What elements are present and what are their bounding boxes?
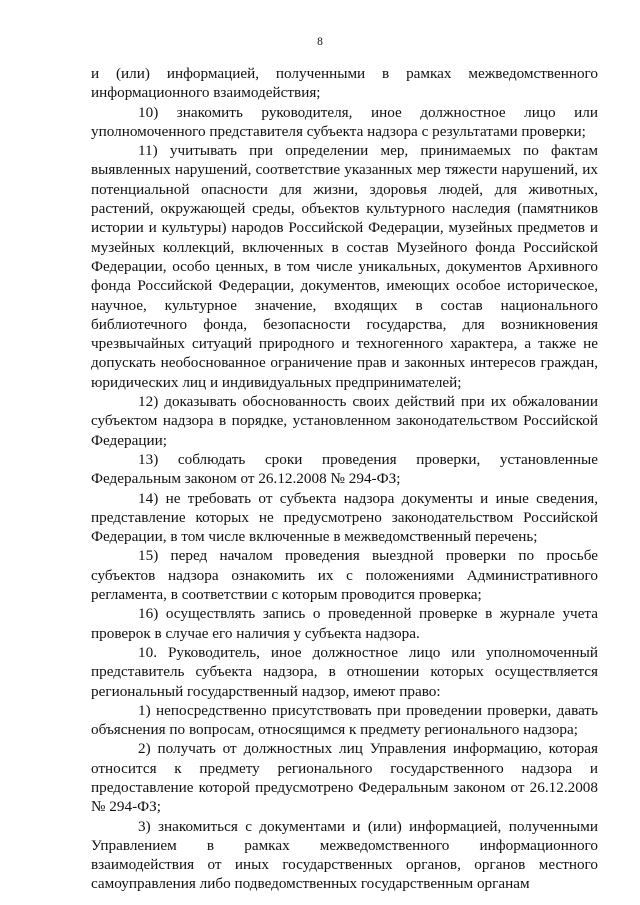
page-number: 8 xyxy=(317,36,323,48)
paragraph-item-15: 15) перед началом проведения выездной проверки по просьбе субъектов надзора ознакомить их с положениями Административного регламента, в соответствии с которым проводится проверка; xyxy=(91,547,598,604)
document-body xyxy=(91,64,598,894)
paragraph-item-16: 16) осуществлять запись о проведенной проверке в журнале учета проверок в случае его наличия у субъекта надзора. xyxy=(91,605,598,642)
paragraph-right-2: 2) получать от должностных лиц Управления информацию, которая относится к предмету регионального государственного надзора и предоставление которой предусмотрено Федеральным законом от 26.12.2008 № 294-ФЗ; xyxy=(91,740,598,816)
paragraph-item-11: 11) учитывать при определении мер, принимаемых по фактам выявленных нарушений, соответствие указанных мер тяжести нарушений, их потенциальной опасности для жизни, здоровья людей, для животных, растений, окружающей среды, объектов культурного наследия (памятников истории и культуры) народов Российской Федерации, музейных предметов и музейных коллекций, включенных в состав Музейного фонда Российской Федерации, особо ценных, в том числе уникальных, документов Архивного фонда Российской Федерации, документов, имеющих особое историческое, научное, культурное значение, входящих в состав национального библиотечного фонда, безопасности государства, для возникновения чрезвычайных ситуаций природного и техногенного характера, а также не допускать необоснованное ограничение прав и законных интересов граждан, юридических лиц и индивидуальных предпринимателей; xyxy=(91,142,598,391)
paragraph-continuation: и (или) информацией, полученными в рамках межведомственного информационного взаимодействия; xyxy=(91,65,598,102)
paragraph-item-12: 12) доказывать обоснованность своих действий при их обжаловании субъектом надзора в порядке, установленном законодательством Российской Федерации; xyxy=(91,393,598,449)
paragraph-item-10: 10) знакомить руководителя, иное должностное лицо или уполномоченного представителя субъекта надзора с результатами проверки; xyxy=(91,103,598,140)
paragraph-section-10: 10. Руководитель, иное должностное лицо или уполномоченный представитель субъекта надзора, в отношении которых осуществляется региональный государственный надзор, имеют право: xyxy=(91,643,598,700)
paragraph-item-14: 14) не требовать от субъекта надзора документы и иные сведения, представление которых не предусмотрено законодательством Российской Федерации, в том числе включенные в межведомственный перечень; xyxy=(91,489,598,546)
paragraph-right-3: 3) знакомиться с документами и (или) информацией, полученными Управлением в рамках межведомственного информационного взаимодействия от иных государственных органов, органов местного самоуправления либо подведомственных государственным органам xyxy=(91,817,598,893)
paragraph-right-1: 1) непосредственно присутствовать при проведении проверки, давать объяснения по вопросам, относящимся к предмету регионального надзора; xyxy=(91,701,598,739)
paragraph-item-13: 13) соблюдать сроки проведения проверки, установленные Федеральным законом от 26.12.2008 № 294-ФЗ; xyxy=(91,450,598,488)
